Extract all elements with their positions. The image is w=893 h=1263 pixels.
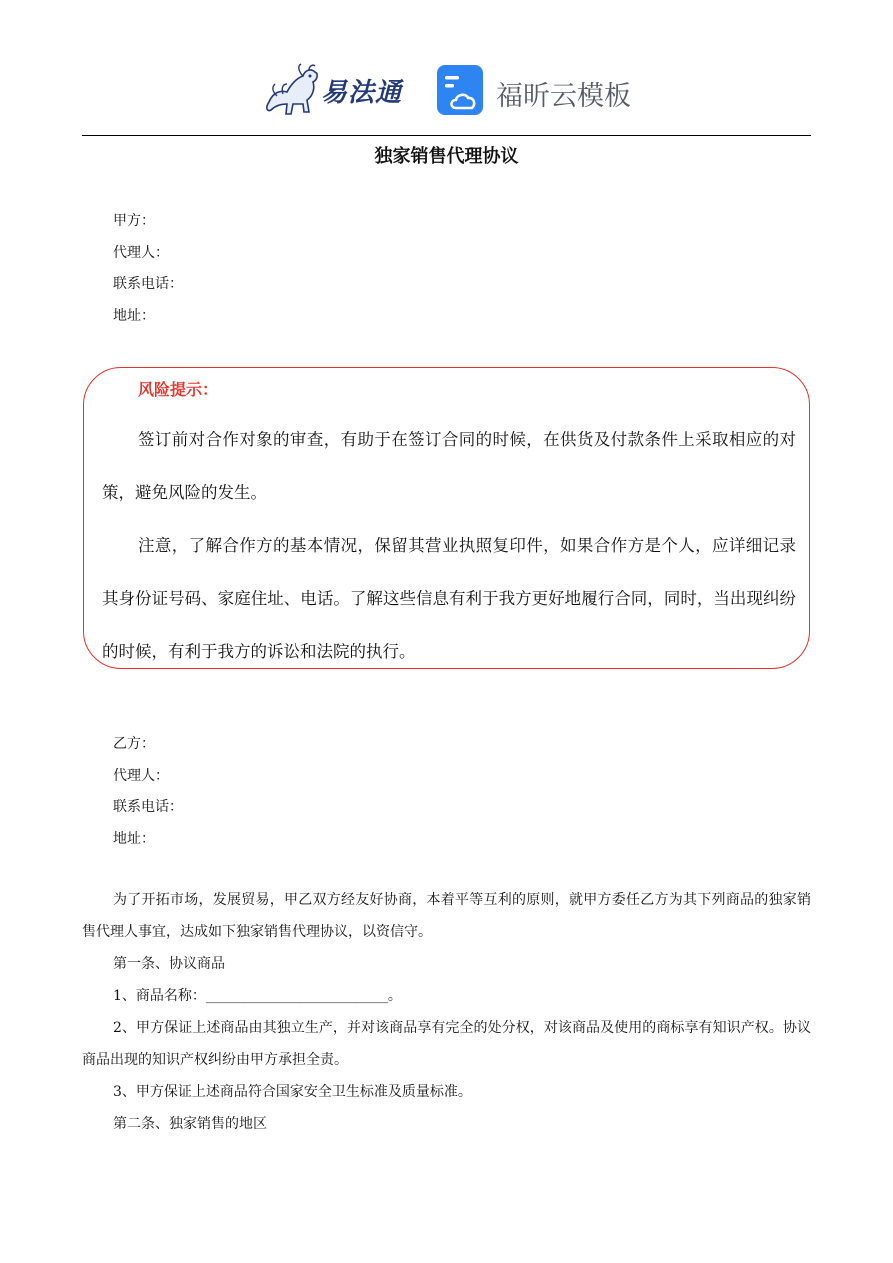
fuxin-logo-text: 福昕云模板 bbox=[496, 81, 631, 112]
fuxin-logo bbox=[436, 64, 636, 120]
article-1-item-2: 2、甲方保证上述商品由其独立生产，并对该商品享有完全的处分权，对该商品及使用的商标享有知识产权。协议商品出现的知识产权纠纷由甲方承担全责。 bbox=[82, 1020, 811, 1068]
party-a-block bbox=[113, 206, 513, 332]
party-b-address: 地址： bbox=[113, 830, 155, 847]
document-title: 独家销售代理协议 bbox=[374, 146, 519, 167]
header-divider bbox=[82, 135, 811, 136]
party-a-agent: 代理人： bbox=[113, 244, 169, 261]
risk-notice-title: 风险提示： bbox=[138, 380, 219, 399]
party-b-block bbox=[113, 729, 513, 855]
risk-notice-paragraph-2: 注意，了解合作方的基本情况，保留其营业执照复印件，如果合作方是个人，应详细记录其身份证号码、家庭住址、电话。了解这些信息有利于我方更好地履行合同，同时，当出现纠纷的时候，有利于我方的诉讼和法院的执行。 bbox=[102, 536, 796, 661]
cloud-document-icon bbox=[436, 64, 486, 116]
yifatong-logo bbox=[263, 62, 413, 118]
party-a-phone: 联系电话： bbox=[113, 276, 183, 292]
risk-notice-paragraph-1: 签订前对合作对象的审查，有助于在签订合同的时候，在供货及付款条件上采取相应的对策，避免风险的发生。 bbox=[102, 430, 796, 502]
agreement-body bbox=[82, 884, 811, 1140]
risk-notice-box bbox=[83, 367, 810, 669]
article-1-heading: 第一条、协议商品 bbox=[113, 956, 225, 972]
party-b-phone: 联系电话： bbox=[113, 799, 183, 815]
intro-paragraph: 为了开拓市场，发展贸易，甲乙双方经友好协商，本着平等互利的原则，就甲方委任乙方为其下列商品的独家销售代理人事宜，达成如下独家销售代理协议，以资信守。 bbox=[82, 892, 811, 940]
article-1-item-1: 1、商品名称：__________________________。 bbox=[113, 988, 402, 1004]
party-b-label: 乙方： bbox=[113, 736, 155, 752]
article-2-heading: 第二条、独家销售的地区 bbox=[113, 1116, 267, 1132]
party-b-agent: 代理人： bbox=[113, 767, 169, 784]
article-1-item-3: 3、甲方保证上述商品符合国家安全卫生标准及质量标准。 bbox=[113, 1084, 472, 1100]
party-a-label: 甲方： bbox=[113, 213, 155, 229]
yifatong-logo-text: 易法通 bbox=[321, 78, 403, 108]
party-a-address: 地址： bbox=[113, 307, 155, 324]
qilin-icon bbox=[263, 62, 325, 118]
header bbox=[0, 60, 893, 124]
